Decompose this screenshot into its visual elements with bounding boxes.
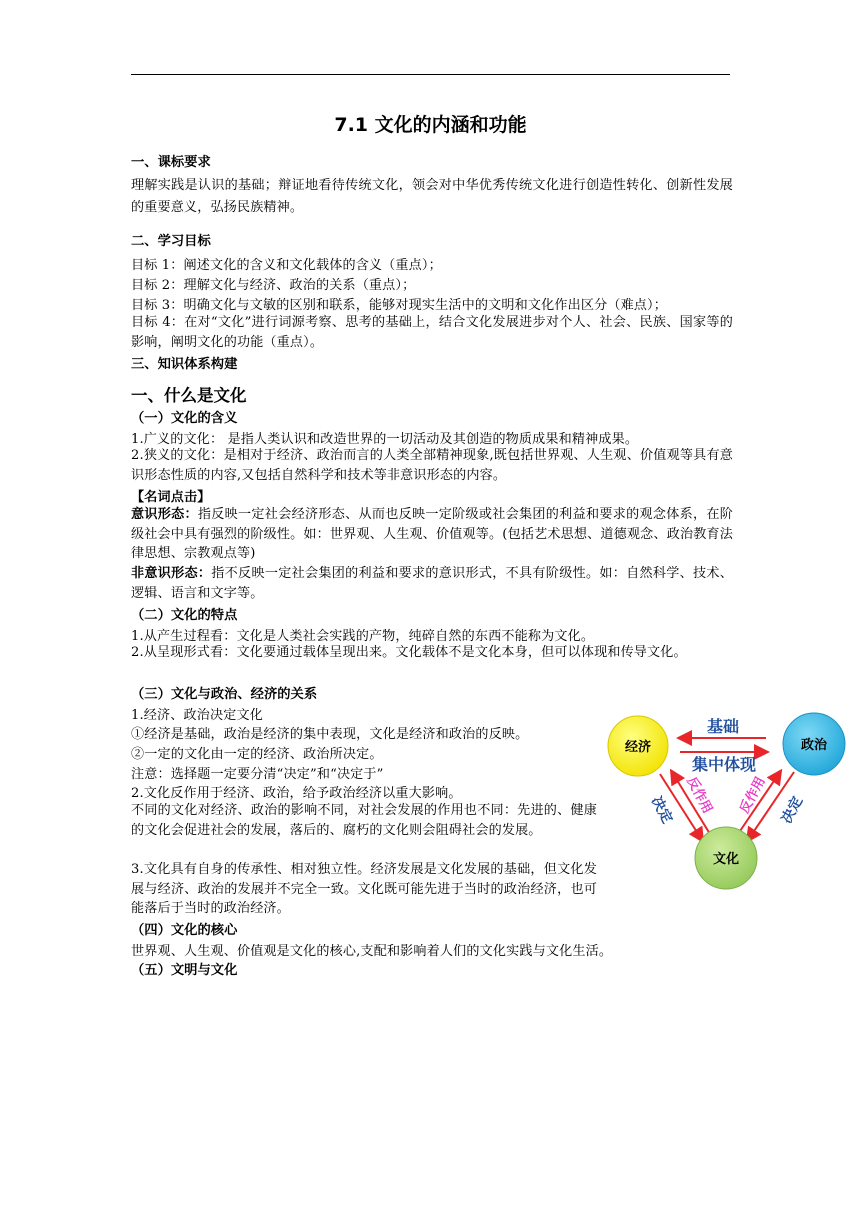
section-heading-standards: 一、课标要求 [131, 155, 211, 170]
react-right-label: 反作用 [737, 774, 769, 817]
goal-3: 目标 3：明确文化与文敏的区别和联系，能够对现实生活中的文明和文化作出区分（难点）； [131, 298, 667, 313]
sub-heading-civilization: （五）文明与文化 [131, 963, 238, 978]
ideology-paragraph [131, 505, 733, 564]
section-heading-knowledge: 三、知识体系构建 [131, 357, 238, 372]
sub-heading-relations: （三）文化与政治、经济的关系 [131, 687, 318, 702]
relation-2-text: 不同的文化对经济、政治的影响不同，对社会发展的作用也不同：先进的、健康的文化会促进社会的发展，落后的、腐朽的文化则会阻碍社会的发展。 [131, 803, 597, 838]
nonideology-paragraph [131, 564, 733, 603]
feature-1: 1.从产生过程看：文化是人类社会实践的产物，纯碎自然的东西不能称为文化。 [131, 629, 595, 644]
relation-1a: ①经济是基础，政治是经济的集中表现，文化是经济和政治的反映。 [131, 727, 529, 742]
ideology-term: 意识形态： [131, 507, 198, 522]
relation-1: 1.经济、政治决定文化 [131, 708, 263, 723]
core-text: 世界观、人生观、价值观是文化的核心,支配和影响着人们的文化实践与文化生活。 [131, 944, 613, 959]
goal-1: 目标 1：阐述文化的含义和文化载体的含义（重点）； [131, 258, 442, 273]
sub-heading-meaning: （一）文化的含义 [131, 411, 238, 426]
broad-definition: 1.广义的文化： 是指人类认识和改造世界的一切活动及其创造的物质成果和精神成果。 [131, 432, 639, 447]
culture-label: 文化 [712, 852, 740, 867]
ideology-text: 指反映一定社会经济形态、从而也反映一定阶级或社会集团的利益和要求的观念体系，在阶级社会中具有强烈的阶级性。如：世界观、人生观、价值观等。(包括艺术思想、道德观念、政治教育法律思想、宗教观点等) [131, 507, 734, 562]
goal-2: 目标 2：理解文化与经济、政治的关系（重点）； [131, 278, 416, 293]
part-heading-what-is-culture: 一、什么是文化 [131, 386, 247, 405]
economy-label: 经济 [624, 740, 652, 755]
feature-2: 2.从呈现形式看：文化要通过载体呈现出来。文化载体不是文化本身，但可以体现和传导文化。 [131, 645, 687, 660]
goal-4: 目标 4：在对“文化”进行词源考察、思考的基础上，结合文化发展进步对个人、社会、民族、国家等的影响，阐明文化的功能（重点）。 [131, 315, 733, 350]
relation-2: 2.文化反作用于经济、政治，给予政治经济以重大影响。 [131, 786, 462, 801]
concentrated-label: 集中体现 [691, 755, 757, 774]
culture-economy-politics-diagram [598, 712, 854, 892]
basis-label: 基础 [706, 717, 740, 736]
sub-heading-core: （四）文化的核心 [131, 923, 238, 938]
relation-note: 注意：选择题一定要分清“决定”和“决定于” [131, 767, 384, 782]
decide-left-label: 决定 [647, 794, 676, 827]
section-heading-goals: 二、学习目标 [131, 234, 211, 249]
decide-right-label: 决定 [778, 794, 807, 827]
narrow-definition: 2.狭义的文化：是相对于经济、政治而言的人类全部精神现象,既包括世界观、人生观、价值观等具有意识形态性质的内容,又包括自然科学和技术等非意识形态的内容。 [131, 448, 733, 483]
nonideology-term: 非意识形态： [131, 566, 212, 581]
sub-heading-features: （二）文化的特点 [131, 608, 238, 623]
relation-3: 3.文化具有自身的传承性、相对独立性。经济发展是文化发展的基础，但文化发展与经济、政治的发展并不完全一致。文化既可能先进于当时的政治经济，也可能落后于当时的政治经济。 [131, 862, 597, 917]
standards-text: 理解实践是认识的基础；辩证地看待传统文化，领会对中华优秀传统文化进行创造性转化、创新性发展的重要意义，弘扬民族精神。 [131, 178, 733, 215]
term-label: 【名词点击】 [131, 490, 211, 505]
relation-1b: ②一定的文化由一定的经济、政治所决定。 [131, 747, 383, 762]
politics-label: 政治 [800, 738, 828, 753]
header-rule [131, 74, 730, 75]
react-left-label: 反作用 [683, 774, 715, 817]
page-title: 7.1 文化的内涵和功能 [334, 114, 527, 136]
nonideology-text: 指不反映一定社会集团的利益和要求的意识形式，不具有阶级性。如：自然科学、技术、逻辑、语言和文字等。 [131, 566, 733, 601]
